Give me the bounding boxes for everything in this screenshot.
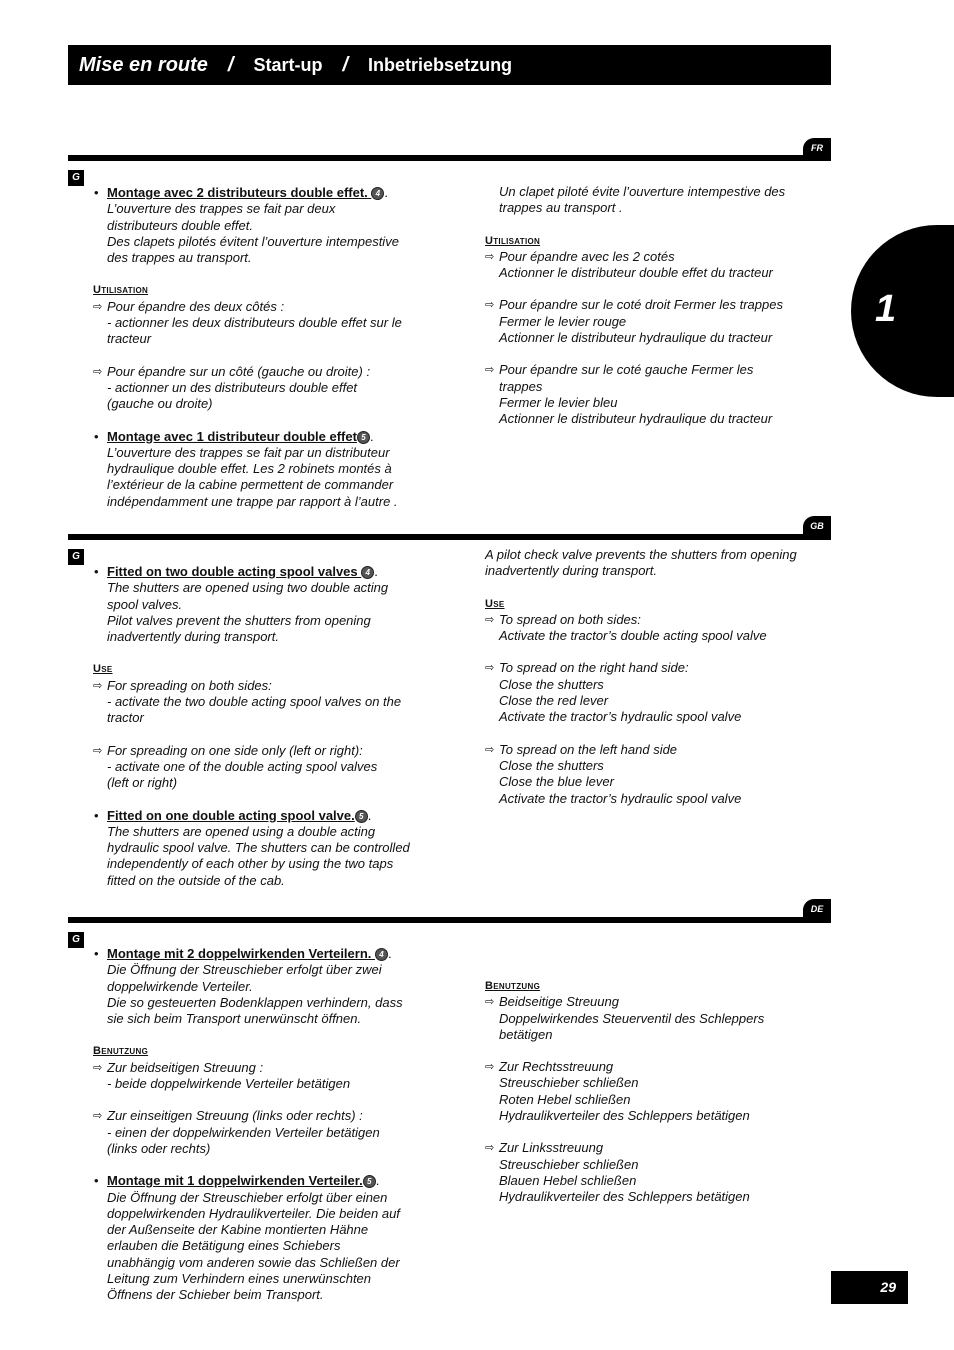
instruction-detail: Close the shutters xyxy=(499,757,604,773)
bullet-text: hydraulique double effet. Les 2 robinets montés à xyxy=(107,461,392,477)
instruction xyxy=(93,743,433,759)
instruction-detail: - einen der doppelwirkenden Verteiler betätigen xyxy=(107,1124,380,1140)
arrow-icon: ⇨ xyxy=(93,744,103,757)
bullet-item: • Fitted on one double acting spool valve. 5 . xyxy=(94,807,372,823)
instruction xyxy=(93,1060,433,1076)
bullet-text: distributeurs double effet. xyxy=(107,217,253,233)
instruction-detail: Streuschieber schließen xyxy=(499,1156,639,1172)
section-subheading: Use xyxy=(93,663,113,676)
instruction xyxy=(485,362,815,378)
bullet-icon: • xyxy=(94,1173,99,1189)
instruction xyxy=(93,364,433,380)
bullet-text: L’ouverture des trappes se fait par un distributeur xyxy=(107,444,390,460)
instruction-text: Zur Linksstreuung xyxy=(499,1140,604,1156)
instruction-text: To spread on both sides: xyxy=(499,611,641,627)
instruction-detail: tractor xyxy=(107,710,144,726)
bullet-title: Fitted on two double acting spool valves xyxy=(107,564,362,579)
instruction-detail: Actionner le distributeur double effet du tracteur xyxy=(499,265,773,281)
bullet-icon: • xyxy=(94,946,99,961)
bullet-title: Montage mit 1 doppelwirkenden Verteiler. xyxy=(107,1173,363,1189)
bullet-text: independently of each other by using the two taps xyxy=(107,856,394,872)
language-badge-gb: GB xyxy=(803,516,831,538)
bullet-text: Öffnens der Schieber beim Transport. xyxy=(107,1287,324,1303)
section-subheading: Benutzung xyxy=(93,1045,149,1058)
right-column-de xyxy=(485,946,815,1206)
instruction xyxy=(93,678,433,694)
section-divider xyxy=(68,534,831,540)
instruction-detail: Actionner le distributeur hydraulique du tracteur xyxy=(499,411,773,427)
instruction xyxy=(485,994,815,1010)
instruction-detail: Close the red lever xyxy=(499,693,609,709)
instruction-detail: trappes xyxy=(499,378,543,394)
bullet-title: Montage avec 1 distributeur double effet xyxy=(107,428,357,444)
bullet-text: Die Öffnung der Streuschieber erfolgt über zwei xyxy=(107,962,382,978)
section-subheading: Utilisation xyxy=(93,284,149,297)
figure-g-label: G xyxy=(68,170,84,186)
intro-text: inadvertently during transport. xyxy=(485,563,657,579)
instruction-detail: Activate the tractor’s hydraulic spool valve xyxy=(499,709,742,725)
right-column-fr xyxy=(485,184,815,428)
left-column-de xyxy=(93,946,433,1304)
title-separator: / xyxy=(342,53,349,76)
arrow-icon: ⇨ xyxy=(485,996,495,1009)
instruction-text: To spread on the left hand side xyxy=(499,741,678,757)
arrow-icon: ⇨ xyxy=(485,613,495,626)
instruction xyxy=(93,299,433,315)
instruction-detail: (gauche ou droite) xyxy=(107,396,213,412)
instruction xyxy=(485,660,815,676)
intro-text: trappes au transport . xyxy=(499,200,623,216)
bullet-text: unabhängig vom anderen sowie das Schließen der xyxy=(107,1254,400,1270)
instruction-text: For spreading on one side only (left or right): xyxy=(107,742,363,758)
instruction-detail: (left or right) xyxy=(107,775,178,791)
arrow-icon: ⇨ xyxy=(485,299,495,312)
title-gb: Start-up xyxy=(253,54,323,75)
right-column-gb xyxy=(485,547,815,807)
section-subheading: Benutzung xyxy=(485,980,541,992)
bullet-icon: • xyxy=(94,185,99,200)
bullet-text: inadvertently during transport. xyxy=(107,629,279,645)
bullet-text: des trappes au transport. xyxy=(107,250,252,266)
bullet-title: Montage mit 2 doppelwirkenden Verteilern. xyxy=(107,946,375,961)
instruction-detail: - actionner un des distributeurs double effet xyxy=(107,379,358,395)
instruction-detail: Roten Hebel schließen xyxy=(499,1091,631,1107)
instruction-detail: Hydraulikverteiler des Schleppers betätigen xyxy=(499,1189,750,1205)
bullet-text: l’extérieur de la cabine permettent de commander xyxy=(107,477,394,493)
instruction-detail: Fermer le levier bleu xyxy=(499,394,618,410)
instruction-text: For spreading on both sides: xyxy=(107,677,272,693)
arrow-icon: ⇨ xyxy=(93,1110,103,1123)
instruction-detail: Actionner le distributeur hydraulique du tracteur xyxy=(499,330,773,346)
arrow-icon: ⇨ xyxy=(485,1142,495,1155)
instruction-detail: Blauen Hebel schließen xyxy=(499,1172,637,1188)
instruction-text: Zur beidseitigen Streuung : xyxy=(107,1059,264,1075)
page-header xyxy=(68,45,831,85)
chapter-number: 1 xyxy=(875,288,897,330)
section-divider xyxy=(68,155,831,161)
instruction-detail: Activate the tractor’s double acting spool valve xyxy=(499,628,767,644)
instruction-text: Pour épandre sur le coté droit Fermer les trappes xyxy=(499,297,783,313)
bullet-text: Pilot valves prevent the shutters from opening xyxy=(107,612,371,628)
arrow-icon: ⇨ xyxy=(485,743,495,756)
instruction xyxy=(485,249,815,265)
bullet-text: indépendamment une trappe par rapport à l’autre . xyxy=(107,493,398,509)
reference-number-icon: 5 xyxy=(363,1175,376,1188)
instruction-detail: Close the blue lever xyxy=(499,774,614,790)
instruction-detail: (links oder rechts) xyxy=(107,1140,211,1156)
language-badge-de: DE xyxy=(803,899,831,921)
instruction xyxy=(485,612,815,628)
reference-number-icon: 5 xyxy=(357,431,370,444)
instruction-detail: Doppelwirkendes Steuerventil des Schleppers xyxy=(499,1010,765,1026)
bullet-text: doppelwirkende Verteiler. xyxy=(107,978,253,994)
title-fr: Mise en route xyxy=(79,53,208,76)
bullet-item: • Montage avec 2 distributeurs double effet. 4 . xyxy=(94,185,389,200)
left-column-fr xyxy=(93,185,433,510)
instruction xyxy=(485,1140,815,1156)
bullet-item: • Montage avec 1 distributeur double effet 5 . xyxy=(94,428,374,444)
figure-g-label: G xyxy=(68,549,84,565)
bullet-text: Leitung zum Verhindern eines unerwünschten xyxy=(107,1271,372,1287)
instruction xyxy=(485,297,815,313)
instruction-detail: Activate the tractor’s hydraulic spool valve xyxy=(499,790,742,806)
reference-number-icon: 4 xyxy=(375,948,388,961)
instruction-text: Pour épandre des deux côtés : xyxy=(107,298,285,314)
bullet-text: Des clapets pilotés évitent l’ouverture intempestive xyxy=(107,233,399,249)
bullet-text: The shutters are opened using two double acting xyxy=(107,580,389,596)
arrow-icon: ⇨ xyxy=(93,300,103,313)
bullet-text: L’ouverture des trappes se fait par deux xyxy=(107,201,336,217)
section-subheading: Use xyxy=(485,597,505,610)
instruction-detail: - activate the two double acting spool valves on the xyxy=(107,694,402,710)
bullet-text: hydraulic spool valve. The shutters can be controlled xyxy=(107,840,410,856)
instruction xyxy=(485,1059,815,1075)
instruction-text: Zur einseitigen Streuung (links oder rechts) : xyxy=(107,1108,363,1124)
instruction-text: To spread on the right hand side: xyxy=(499,660,689,676)
instruction-detail: - actionner les deux distributeurs double effet sur le xyxy=(107,315,402,331)
arrow-icon: ⇨ xyxy=(485,364,495,377)
instruction-detail: tracteur xyxy=(107,331,152,347)
arrow-icon: ⇨ xyxy=(93,365,103,378)
reference-number-icon: 5 xyxy=(355,810,368,823)
intro-text: A pilot check valve prevents the shutters from opening xyxy=(485,547,797,562)
section-divider xyxy=(68,917,831,923)
reference-number-icon: 4 xyxy=(371,187,384,200)
bullet-text: spool valves. xyxy=(107,596,183,612)
arrow-icon: ⇨ xyxy=(93,679,103,692)
instruction-text: Pour épandre avec les 2 cotés xyxy=(499,248,675,264)
page-number: 29 xyxy=(831,1271,908,1304)
instruction xyxy=(485,742,815,758)
bullet-text: fitted on the outside of the cab. xyxy=(107,872,285,888)
bullet-text: erlauben die Betätigung eines Schiebers xyxy=(107,1238,341,1254)
instruction xyxy=(93,1108,433,1124)
section-subheading: Utilisation xyxy=(485,234,541,247)
instruction-detail: - activate one of the double acting spool valves xyxy=(107,758,378,774)
intro-text: Un clapet piloté évite l’ouverture intempestive des xyxy=(499,184,786,199)
bullet-title: Montage avec 2 distributeurs double effet. xyxy=(107,185,372,200)
arrow-icon: ⇨ xyxy=(485,662,495,675)
bullet-title: Fitted on one double acting spool valve. xyxy=(107,807,355,823)
bullet-icon: • xyxy=(94,428,99,444)
language-badge-fr: FR xyxy=(803,138,831,160)
instruction-detail: betätigen xyxy=(499,1026,553,1042)
figure-g-label: G xyxy=(68,932,84,948)
title-de: Inbetriebsetzung xyxy=(368,54,513,75)
bullet-item: • Montage mit 2 doppelwirkenden Verteilern. 4 . xyxy=(94,946,392,961)
instruction-text: Pour épandre sur un côté (gauche ou droite) : xyxy=(107,363,371,379)
title-separator: / xyxy=(227,53,234,76)
bullet-item: • Fitted on two double acting spool valves 4 . xyxy=(94,564,378,579)
left-column-gb xyxy=(93,564,433,889)
bullet-text: doppelwirkenden Hydraulikverteiler. Die beiden auf xyxy=(107,1205,400,1221)
bullet-text: sie sich beim Transport unerwünscht öffnen. xyxy=(107,1011,362,1027)
instruction-detail: Streuschieber schließen xyxy=(499,1075,639,1091)
bullet-text: Die Öffnung der Streuschieber erfolgt über einen xyxy=(107,1189,388,1205)
instruction-text: Zur Rechtsstreuung xyxy=(499,1059,614,1075)
reference-number-icon: 4 xyxy=(361,566,374,579)
bullet-icon: • xyxy=(94,564,99,579)
arrow-icon: ⇨ xyxy=(93,1061,103,1074)
instruction-text: Beidseitige Streuung xyxy=(499,994,619,1010)
arrow-icon: ⇨ xyxy=(485,1061,495,1074)
bullet-text: The shutters are opened using a double acting xyxy=(107,823,376,839)
instruction-detail: - beide doppelwirkende Verteiler betätigen xyxy=(107,1076,351,1092)
chapter-tab xyxy=(851,225,954,397)
bullet-item: • Montage mit 1 doppelwirkenden Verteiler. 5 . xyxy=(94,1173,380,1189)
bullet-icon: • xyxy=(94,807,99,823)
instruction-detail: Fermer le levier rouge xyxy=(499,313,627,329)
arrow-icon: ⇨ xyxy=(485,250,495,263)
bullet-text: Die so gesteuerten Bodenklappen verhindern, dass xyxy=(107,994,403,1010)
instruction-text: Pour épandre sur le coté gauche Fermer les xyxy=(499,362,754,378)
instruction-detail: Hydraulikverteiler des Schleppers betätigen xyxy=(499,1108,750,1124)
instruction-detail: Close the shutters xyxy=(499,676,604,692)
bullet-text: der Außenseite der Kabine montierten Hähne xyxy=(107,1222,369,1238)
